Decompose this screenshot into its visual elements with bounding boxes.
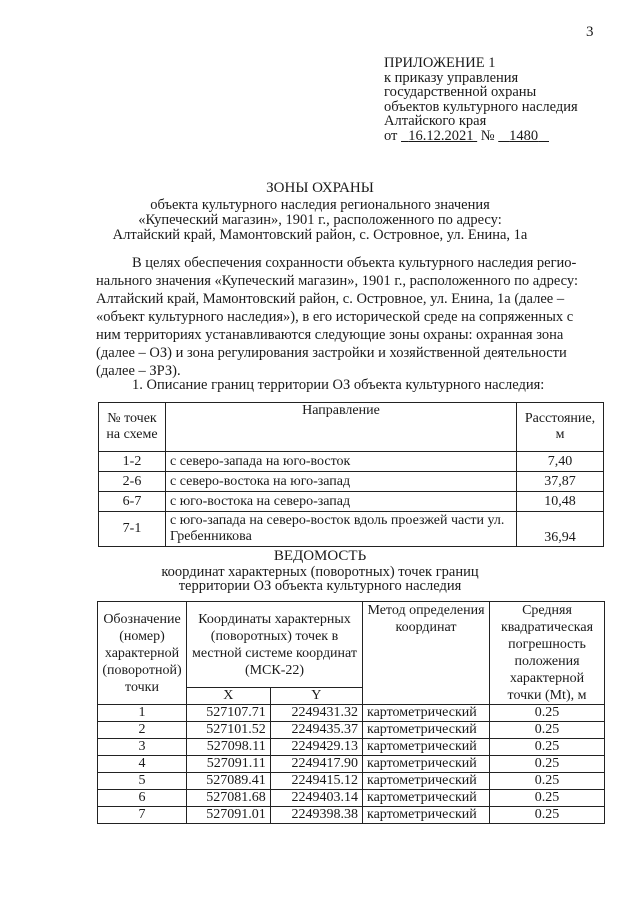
header-points: № точек на схеме xyxy=(99,403,166,452)
number-prefix: № xyxy=(480,127,495,144)
paragraph-line: нального значения «Купеческий магазин», 1901 г., расположенного по адресу: xyxy=(96,273,578,289)
header-distance: Расстояние, м xyxy=(517,403,604,452)
header-coords: Координаты характерных (поворотных) точек в местной системе координат (МСК-22) xyxy=(187,602,363,688)
subtitle-line: «Купеческий магазин», 1901 г., расположенного по адресу: xyxy=(138,212,502,228)
order-number: 1480 xyxy=(509,127,539,144)
doc-title: ЗОНЫ ОХРАНЫ xyxy=(266,180,374,196)
table-row: 7-1 с юго-запада на северо-восток вдоль проезжей части ул. Гребенникова 36,94 xyxy=(99,512,604,547)
coordinates-table xyxy=(97,601,605,824)
appendix-line: к приказу управления xyxy=(384,69,519,86)
table-row: 6-7 с юго-востока на северо-запад 10,48 xyxy=(99,492,604,512)
table-row: 1-2 с северо-запада на юго-восток 7,40 xyxy=(99,452,604,472)
paragraph-line: В целях обеспечения сохранности объекта культурного наследия регио- xyxy=(132,255,577,271)
header-error: Средняя квадратическая погрешность положения характерной точки (Mt), м xyxy=(490,602,605,705)
table-row: 3 527098.11 2249429.13 картометрический 0.25 xyxy=(98,739,605,756)
paragraph-line: ним территориях устанавливаются следующие зоны охраны: охранная зона xyxy=(96,327,564,343)
statement-line: территории ОЗ объекта культурного наследия xyxy=(178,578,462,594)
table-row: 2 527101.52 2249435.37 картометрический 0.25 xyxy=(98,722,605,739)
header-method: Метод определения координат xyxy=(363,602,490,705)
header-direction: Направление xyxy=(166,403,517,452)
header-x: X xyxy=(187,688,271,705)
subtitle-line: Алтайский край, Мамонтовский район, с. Островное, ул. Енина, 1а xyxy=(112,227,528,243)
page-number: 3 xyxy=(586,24,594,40)
paragraph-line: «объект культурного наследия»), в его исторической среде на сопряженных с xyxy=(96,309,574,325)
appendix-line: государственной охраны xyxy=(384,84,537,100)
order-date: 16.12.2021 xyxy=(408,127,474,144)
oz-boundary-table xyxy=(98,402,604,547)
header-y: Y xyxy=(270,688,362,705)
paragraph-line: (далее – ЗРЗ). xyxy=(96,363,181,379)
section-item-1: 1. Описание границ территории ОЗ объекта культурного наследия: xyxy=(132,377,545,393)
table-row: 6 527081.68 2249403.14 картометрический 0.25 xyxy=(98,790,605,807)
table-row: 5 527089.41 2249415.12 картометрический 0.25 xyxy=(98,773,605,790)
table-row: 4 527091.11 2249417.90 картометрический 0.25 xyxy=(98,756,605,773)
appendix-title: ПРИЛОЖЕНИЕ 1 xyxy=(384,55,496,71)
paragraph-line: (далее – ОЗ) и зона регулирования застройки и хозяйственной деятельности xyxy=(96,345,567,361)
appendix-line: объектов культурного наследия xyxy=(384,98,578,115)
paragraph-line: Алтайский край, Мамонтовский район, с. Островное, ул. Енина, 1а (далее – xyxy=(96,291,565,307)
statement-line: координат характерных (поворотных) точек границ xyxy=(161,564,479,580)
header-designation: Обозначение (номер) характерной (поворотной) точки xyxy=(98,602,187,705)
table-row: 2-6 с северо-востока на юго-запад 37,87 xyxy=(99,472,604,492)
appendix-date-line xyxy=(384,129,578,144)
table-row: 1 527107.71 2249431.32 картометрический 0.25 xyxy=(98,705,605,722)
appendix-block xyxy=(384,56,578,143)
date-prefix: от xyxy=(384,127,398,144)
table-row: 7 527091.01 2249398.38 картометрический 0.25 xyxy=(98,807,605,824)
subtitle-line: объекта культурного наследия регионального значения xyxy=(150,197,490,213)
appendix-line: Алтайского края xyxy=(384,113,487,129)
statement-title: ВЕДОМОСТЬ xyxy=(273,548,367,564)
